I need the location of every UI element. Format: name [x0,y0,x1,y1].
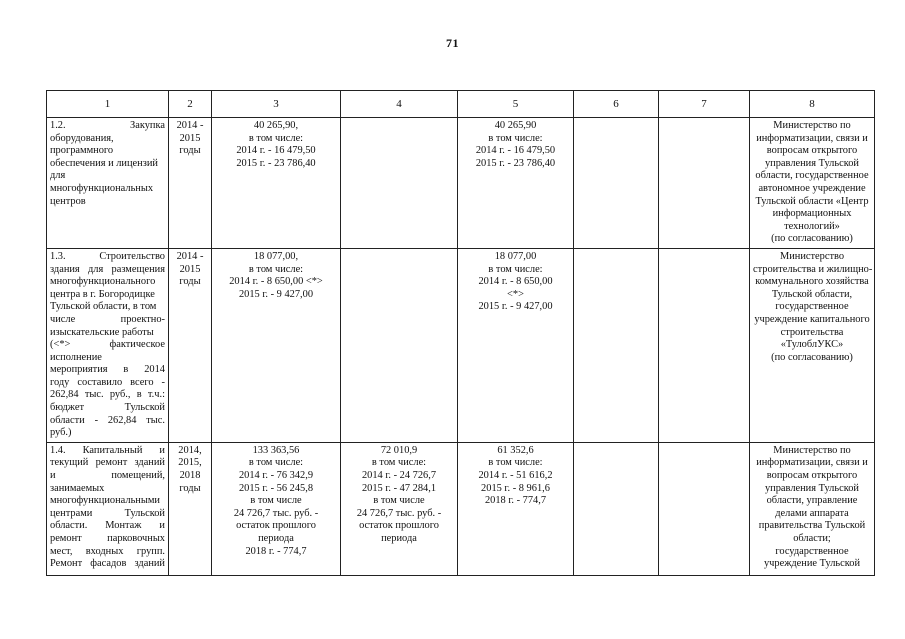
cell-text-line: строительства и жилищно- [753,263,873,275]
header-cell-8: 8 [750,91,875,118]
cell-text-line: 2015 г. - 9 427,00 [478,301,553,313]
cell-text-line: 2015 г. - 23 786,40 [475,157,556,169]
cell-text-line: строительства [780,326,844,338]
cell-text-line: государственное [775,545,849,557]
header-cell-5: 5 [458,91,574,118]
cell-text-line: годы [179,145,201,157]
cell-text-line: здания для размещения [50,263,165,275]
cell-text-line: 18 077,00, [253,250,299,262]
responsible-cell [750,118,875,249]
cell-text-line: 2014 г. - 16 479,50 [236,145,316,157]
header-cell-7: 7 [659,91,750,118]
period-cell [169,248,212,442]
cell-text-line: 72 010,9 [380,444,418,456]
total-funding-cell [212,442,341,575]
cell-text-line: в том числе: [248,263,304,275]
cell-text-line: руб.) [50,427,72,439]
cell-text-line: центров [50,195,86,207]
cell-text-line: в том числе [373,495,425,507]
federal-funding-cell [341,248,458,442]
cell-text-line: 2014 - [176,250,204,262]
responsible-cell [750,442,875,575]
responsible-cell [750,248,875,442]
cell-text-line: правительства Тульской [758,520,866,532]
header-row [47,91,875,118]
period-cell [169,118,212,249]
cell-text-line: учреждение капитального [754,313,870,325]
cell-text-line: 2014 г. - 8 650,00 [478,276,553,288]
cell-text-line: числе проектно- [50,313,165,325]
cell-text-line: информационных [772,208,852,220]
cell-text-line: мероприятия в 2014 [50,364,165,376]
regional-funding-cell [458,118,574,249]
total-funding-cell [212,118,341,249]
cell-text-line: 2015 [179,132,201,144]
federal-funding-cell [341,442,458,575]
cell-text-line: 18 077,00 [494,250,537,262]
cell-text-line: Тульской области «Центр [755,195,869,207]
cell-text-line: оборудования, [50,132,114,144]
header-cell-3: 3 [212,91,341,118]
cell-text-line: области - 262,84 тыс. [50,414,165,426]
header-cell-4: 4 [341,91,458,118]
cell-text-line: исполнение [50,351,102,363]
cell-text-line: 2015 г. - 8 961,6 [481,482,550,494]
cell-text-line: центрами Тульской [50,507,165,519]
cell-text-line: 2014 - [176,120,204,131]
cell-text-line: делами аппарата [775,507,849,519]
cell-text-line: многофункциональных [50,182,154,194]
cell-text-line: ремонт парковочных [50,533,165,544]
cell-text-line: управления Тульской [764,482,859,494]
cell-text-line: Министерство по [773,120,851,131]
cell-text-line: 2014 г. - 51 616,2 [478,470,553,482]
federal-funding-cell [341,118,458,249]
cell-text-line: 2015 [179,263,201,275]
cell-text-line: в том числе: [488,263,543,275]
cell-text-line: мест, входных групп. [50,545,165,557]
cell-text-line: занимаемых [50,482,105,494]
cell-text-line: области. Монтаж и [50,520,165,532]
cell-text-line: вопросам открытого [766,145,858,157]
cell-text-line: 40 265,90 [494,120,537,131]
local-funding-cell [574,442,659,575]
cell-text-line: остаток прошлого [236,520,316,532]
period-cell [169,442,212,575]
cell-text-line: 2014 г. - 76 342,9 [238,470,314,482]
regional-funding-cell [458,442,574,575]
measure-name-cell [47,442,169,575]
cell-text-line: 133 363,56 [252,444,300,456]
table-row [47,442,875,575]
cell-text-line: (по согласованию) [771,351,853,363]
total-funding-cell [212,248,341,442]
cell-text-line: 24 726,7 тыс. руб. - [233,507,319,519]
other-funding-cell [659,248,750,442]
local-funding-cell [574,248,659,442]
cell-text-line: 1.3. Строительство [50,250,165,262]
cell-text-line: области, управление [766,495,858,507]
cell-text-line: 2018 г. - 774,7 [245,545,307,557]
cell-text-line: 2018 [179,470,201,482]
page-number: 71 [446,36,459,50]
cell-text-line: 1.4. Капитальный и [50,444,165,456]
cell-text-line: году составило всего - [50,376,165,388]
measure-name-cell [47,248,169,442]
table-row [47,118,875,249]
cell-text-line: периода [381,533,417,544]
header-cell-2: 2 [169,91,212,118]
cell-text-line: периода [258,533,294,544]
measure-name-cell [47,118,169,249]
cell-text-line: (<*> фактическое [50,339,165,351]
cell-text-line: бюджет Тульской [50,402,165,414]
cell-text-line: центра в г. Богородицке [50,288,155,300]
table-row [47,248,875,442]
cell-text-line: 2015 г. - 9 427,00 [238,288,314,300]
cell-text-line: автономное учреждение [758,182,866,194]
other-funding-cell [659,442,750,575]
cell-text-line: 2014 г. - 16 479,50 [475,145,556,157]
cell-text-line: (по согласованию) [771,233,853,245]
cell-text-line: технологий» [784,220,840,232]
cell-text-line: 2015 г. - 56 245,8 [238,482,314,494]
cell-text-line: остаток прошлого [359,520,439,532]
header-cell-6: 6 [574,91,659,118]
cell-text-line: 2018 г. - 774,7 [484,495,547,507]
cell-text-line: Министерство по [773,444,851,456]
cell-text-line: многофункциональными [50,495,160,507]
cell-text-line: в том числе: [488,132,543,144]
cell-text-line: информатизации, связи и [756,457,868,469]
cell-text-line: в том числе [250,495,302,507]
cell-text-line: коммунального хозяйства [755,276,869,288]
program-table [46,90,875,576]
cell-text-line: области, государственное [755,170,869,182]
cell-text-line: для [50,170,66,182]
cell-text-line: 2015 г. - 47 284,1 [361,482,437,494]
cell-text-line: в том числе: [248,132,304,144]
cell-text-line: «ТулоблУКС» [780,339,844,351]
regional-funding-cell [458,248,574,442]
cell-text-line: 2014, [178,444,202,456]
cell-text-line: управления Тульской [764,157,859,169]
cell-text-line: 262,84 тыс. руб., в т.ч.: [50,389,165,401]
cell-text-line: государственное [775,301,849,313]
cell-text-line: вопросам открытого [766,470,858,482]
cell-text-line: годы [179,482,201,494]
cell-text-line: Ремонт фасадов зданий [50,558,165,570]
cell-text-line: 1.2. Закупка [50,120,165,131]
cell-text-line: 24 726,7 тыс. руб. - [356,507,442,519]
cell-text-line: 2014 г. - 24 726,7 [361,470,437,482]
cell-text-line: обеспечения и лицензий [50,157,158,169]
cell-text-line: годы [179,276,201,288]
cell-text-line: <*> [507,288,524,300]
cell-text-line: 2015 г. - 23 786,40 [236,157,316,169]
cell-text-line: в том числе: [371,457,427,469]
local-funding-cell [574,118,659,249]
cell-text-line: в том числе: [488,457,543,469]
cell-text-line: Тульской области, [771,288,853,300]
cell-text-line: 61 352,6 [497,444,534,456]
cell-text-line: Тульской области, в том [50,301,157,313]
cell-text-line: 2014 г. - 8 650,00 <*> [229,276,323,288]
cell-text-line: и помещений, [50,470,165,482]
cell-text-line: в том числе: [248,457,304,469]
cell-text-line: 40 265,90, [253,120,299,131]
cell-text-line: информатизации, связи и [756,132,868,144]
cell-text-line: учреждение Тульской [763,558,860,570]
cell-text-line: программного [50,145,114,157]
cell-text-line: Министерство [779,250,845,262]
header-cell-1: 1 [47,91,169,118]
cell-text-line: изыскательские работы [50,326,154,338]
cell-text-line: многофункционального [50,276,156,288]
other-funding-cell [659,118,750,249]
cell-text-line: области; [793,533,831,544]
cell-text-line: 2015, [178,457,202,469]
cell-text-line: текущий ремонт зданий [50,457,165,469]
